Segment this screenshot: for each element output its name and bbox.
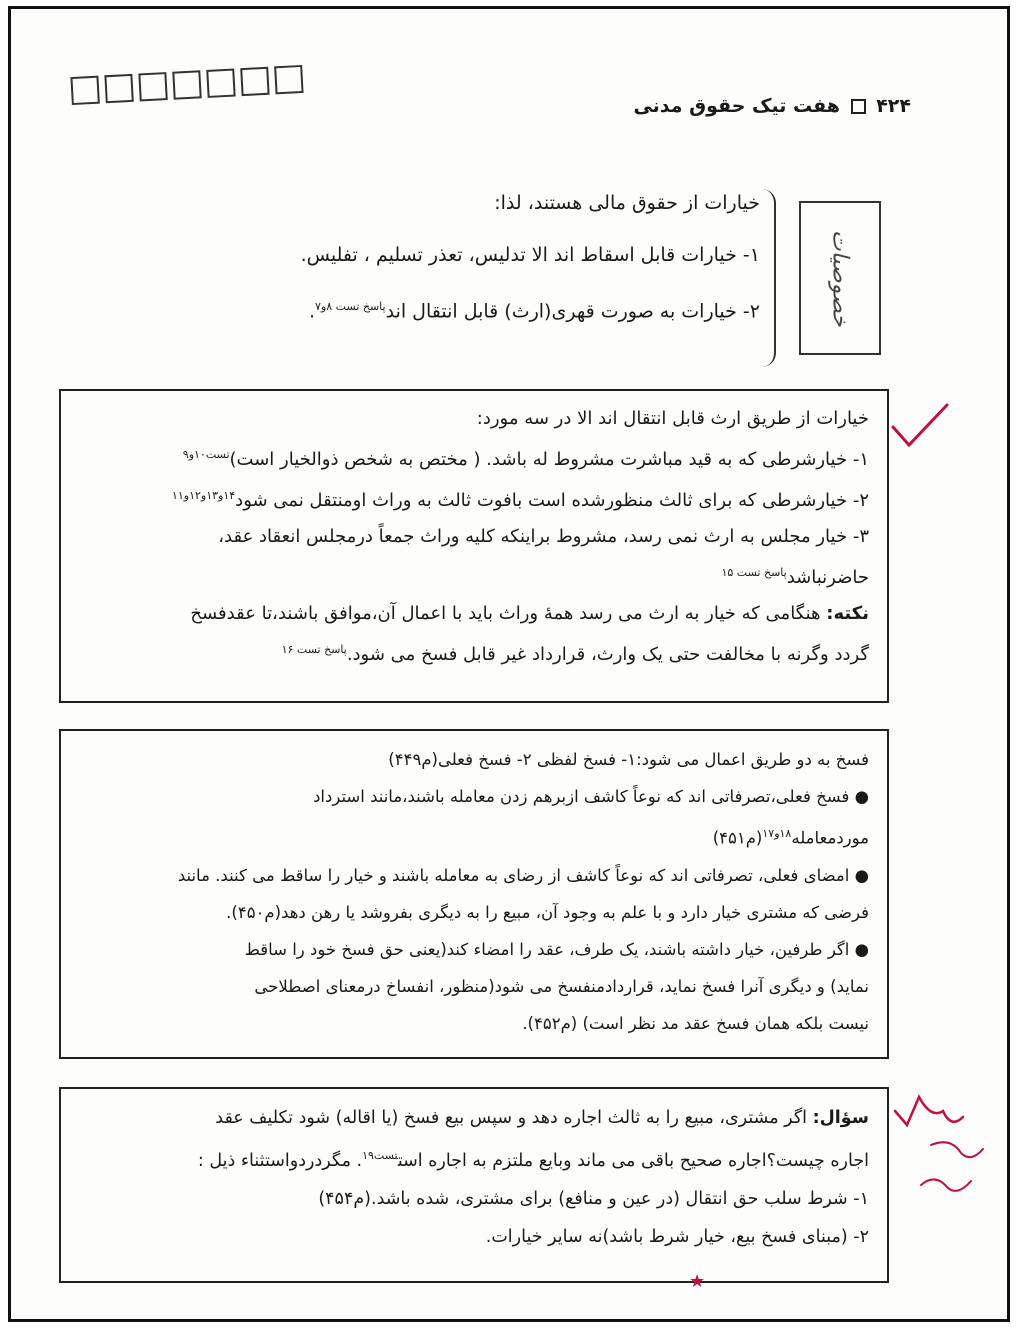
intro-item-1: ۱- خیارات قابل اسقاط اند الا تدلیس، تعذر تسلیم ، تفلیس. <box>300 244 760 266</box>
case-3-cont-text: حاضرنباشد <box>786 567 869 588</box>
answer-text: اجاره چیست؟اجاره صحیح باقی می ماند وبایع ملتزم به اجاره است <box>397 1150 869 1171</box>
tick-box <box>172 70 201 99</box>
intro-item-2: ۲- خیارات به صورت قهری(ارث) قابل انتقال اند$^{پاسخ تست ۸و۷}$. <box>308 300 760 323</box>
handwritten-side-note <box>799 201 881 355</box>
tick-box <box>138 72 167 101</box>
page-header <box>633 95 911 117</box>
answer-tail: . مگردردواستثناء ذیل : <box>197 1150 363 1171</box>
rescission-box <box>59 729 889 1059</box>
document-page <box>8 6 1010 1322</box>
question-box <box>59 1087 889 1283</box>
tick-box <box>240 67 269 96</box>
intro-block <box>261 189 776 367</box>
test-reference: پاسخ تست ۸و۷ <box>315 300 386 313</box>
inheritance-note-cont <box>77 632 869 673</box>
handwritten-scribble-icon <box>891 1089 1010 1229</box>
note-text-2: گردد وگرنه با مخالفت حتی یک وارث، قرارداد غیر قابل فسخ می شود. <box>346 644 869 665</box>
question-label: سؤال: <box>812 1108 869 1128</box>
rescission-bullet-3-cont: نماید) و دیگری آنرا فسخ نماید، قراردادمنفسخ می شود(منظور، انفساخ درمعنای اصطلاحی <box>254 976 869 996</box>
test-reference: تست۱۰و۹ <box>182 448 230 461</box>
article-reference: (م۴۵۱) <box>712 828 763 848</box>
inheritance-case-1 <box>77 437 869 478</box>
tick-box <box>104 74 133 103</box>
rescission-bullet-1-cont <box>77 815 869 857</box>
inheritance-note <box>77 596 869 632</box>
intro-item-2-text: ۲- خیارات به صورت قهری(ارث) قابل انتقال اند <box>385 300 760 323</box>
bullet-1-cont-text: موردمعامله <box>791 828 869 848</box>
tick-box <box>274 65 303 94</box>
rescission-bullet-2-cont: فرضی که مشتری خیار دارد و با علم به وجود آن، مبیع را به دیگری بفروشد یا رهن دهد(م۴۵۰). <box>226 902 869 922</box>
tick-box <box>206 69 235 98</box>
test-reference: پاسخ تست ۱۵ <box>721 566 787 579</box>
page-number: ۴۲۴ <box>876 95 911 117</box>
test-reference: پاسخ تست ۱۶ <box>281 643 347 656</box>
intro-lead: خیارات از حقوق مالی هستند، لذا: <box>494 192 760 214</box>
inheritance-case-2 <box>77 478 869 519</box>
note-text: هنگامی که خیار به ارث می رسد همهٔ وراث باید با اعمال آن،موافق باشند،تا عقدفسخ <box>190 603 821 624</box>
inheritance-title: خیارات از طریق ارث قابل انتقال اند الا در سه مورد: <box>476 408 869 429</box>
case-1-text: ۱- خیارشرطی که به قید مباشرت مشروط له باشد. ( مختص به شخص ذوالخیار است) <box>229 449 869 470</box>
inheritance-case-3-cont <box>77 555 869 596</box>
exception-2: ۲- (مبنای فسخ بیع، خیار شرط باشد)نه سایر خیارات. <box>485 1226 869 1247</box>
rescission-bullet-3: ● اگر طرفین، خیار داشته باشند، یک طرف، عقد را امضاء کند(یعنی حق فسخ خود را ساقط <box>244 939 869 959</box>
inheritance-box <box>59 389 889 703</box>
exception-1: ۱- شرط سلب حق انتقال (در عین و منافع) برای مشتری، شده باشد.(م۴۵۴) <box>318 1188 869 1209</box>
question-line-2 <box>77 1137 869 1180</box>
question-text: اگر مشتری، مبیع را به ثالث اجاره دهد و سپس بیع فسخ (یا اقاله) شود تکلیف عقد <box>215 1108 808 1128</box>
check-mark-icon <box>889 401 951 453</box>
side-note-text: خصوصیات <box>827 229 853 327</box>
test-reference: ۱۴و۱۳و۱۲و۱۱ <box>171 489 236 502</box>
rescission-bullet-1: ● فسخ فعلی،تصرفاتی اند که نوعاً کاشف ازبرهم زدن معامله باشند،مانند استرداد <box>313 787 869 806</box>
rescission-title: فسخ به دو طریق اعمال می شود:۱- فسخ لفظی ۲- فسخ فعلی(م۴۴۹) <box>388 750 869 769</box>
question-line-1 <box>77 1099 869 1137</box>
test-reference: تست۱۹ <box>362 1149 398 1162</box>
square-icon <box>851 99 866 114</box>
case-2-text: ۲- خیارشرطی که برای ثالث منظورشده است بافوت ثالث به وراث اومنتقل نمی شود <box>235 490 869 511</box>
star-icon: ★ <box>689 1271 706 1292</box>
book-title: هفت تیک حقوق مدنی <box>633 95 840 117</box>
inheritance-case-3: ۳- خیار مجلس به ارث نمی رسد، مشروط براینکه کلیه وراث جمعاً درمجلس انعقاد عقد، <box>218 526 869 547</box>
rescission-bullet-2: ● امضای فعلی، تصرفاتی اند که نوعاً کاشف از رضای به معامله باشند و خیار را ساقط می کنند. مانند <box>177 865 869 885</box>
note-label: نکته: <box>826 603 869 624</box>
test-reference: ۱۸و۱۷ <box>762 827 792 840</box>
rescission-bullet-3-cont-2: نیست بلکه همان فسخ عقد مد نظر است) (م۴۵۲). <box>522 1013 869 1033</box>
tick-box <box>70 76 99 105</box>
tick-boxes <box>70 65 303 105</box>
